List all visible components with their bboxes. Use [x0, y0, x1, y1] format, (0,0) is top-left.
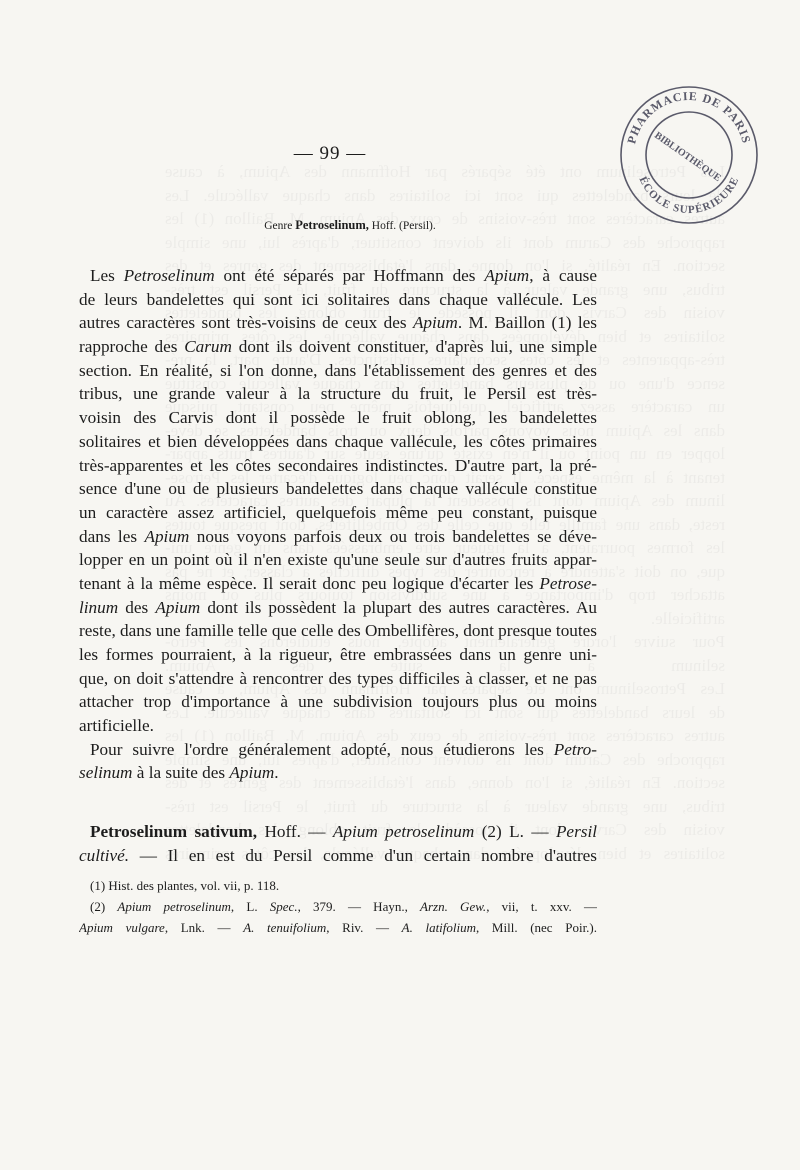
text-line	[79, 430, 597, 454]
text-line	[79, 335, 597, 359]
italic-text: A. latifolium	[401, 920, 477, 935]
text-line	[79, 844, 597, 868]
text-span: que, on doit s'attendre à rencontrer des types difficiles à classer, et ne pas	[79, 668, 597, 688]
text-span: artificielle.	[79, 716, 154, 736]
text-line	[79, 875, 597, 896]
text-span: .	[274, 763, 279, 783]
italic-text: Carum	[184, 337, 232, 357]
italic-text: Apium petroselinum	[117, 899, 231, 914]
text-line	[79, 382, 597, 406]
text-span: Hoff. —	[257, 822, 333, 841]
genus-prefix: Genre	[264, 220, 293, 232]
italic-text: selinum	[79, 763, 133, 783]
text-line	[79, 288, 597, 312]
text-line	[79, 917, 597, 938]
bold-text: Petroselinum sativum,	[90, 822, 258, 841]
italic-text: Apium	[144, 526, 190, 546]
text-line	[79, 359, 597, 383]
text-span: (2) L. —	[474, 822, 556, 841]
text-line	[79, 667, 597, 691]
text-span: voisin des Carvis dont il possède le fruit oblong, les bandelettes	[79, 408, 597, 428]
text-span: nous voyons parfois deux ou trois bandelettes se déve-	[189, 526, 597, 546]
text-span: à la suite des	[132, 763, 230, 783]
text-span: , Mill. (nec Poir.).	[476, 920, 597, 935]
text-line	[79, 406, 597, 430]
text-line	[79, 738, 597, 762]
text-span: attacher trop d'importance à une subdivision toujours plus ou moins	[79, 692, 597, 712]
stamp-bottom-text: ÉCOLE SUPÉRIEURE	[636, 174, 742, 217]
species-paragraph	[79, 820, 597, 867]
text-span: Les	[90, 266, 124, 285]
text-span: , à cause	[529, 266, 597, 285]
text-span: , 379. — Hayn.,	[297, 899, 421, 914]
italic-text: Petro-	[553, 739, 597, 759]
italic-text: Persil	[555, 822, 597, 841]
italic-text: Arzn. Gew.	[420, 899, 487, 914]
italic-text: A. tenuifolium	[243, 920, 327, 935]
italic-text: Apium	[484, 266, 530, 285]
text-span: tenant à la même espèce. Il serait donc peu logique d'écarter les	[79, 573, 540, 593]
text-line	[79, 311, 597, 335]
text-span: très-apparentes et les côtes secondaires indistinctes. D'autre part, la pré-	[79, 455, 597, 475]
italic-text: Apium	[412, 313, 458, 333]
intro-paragraphs	[79, 264, 597, 785]
footnotes	[79, 875, 597, 938]
text-span: dont ils possèdent la plupart des autres caractères. Au	[200, 597, 597, 617]
text-span: de leurs bandelettes qui sont ici solitaires dans chaque vallécule. Les	[79, 289, 597, 309]
text-span: (2)	[90, 899, 118, 914]
text-span: solitaires et bien développées dans chaque vallécule, les côtes primaires	[79, 431, 597, 451]
text-line	[79, 264, 597, 288]
genus-name: Petroselinum,	[295, 218, 369, 232]
text-span: dont ils doivent constituer, d'après lui, une simple	[231, 337, 597, 357]
text-span: , vii, t. xxv. —	[486, 899, 597, 914]
text-span: (1) Hist. des plantes, vol. vii, p. 118.	[90, 878, 280, 893]
text-line	[79, 714, 597, 738]
text-span: reste, dans une famille telle que celle des Ombellifères, dont presque toutes	[79, 621, 597, 641]
text-line	[79, 896, 597, 917]
text-span: lopper en un point où il n'en existe qu'une seule sur d'autres fruits appar-	[79, 550, 597, 570]
text-line	[79, 477, 597, 501]
italic-text: Apium petroselinum	[332, 822, 475, 841]
text-span: , Riv. —	[326, 920, 402, 935]
text-line	[79, 596, 597, 620]
stamp-top-text: PHARMACIE DE PARIS	[624, 88, 754, 146]
text-span: , Lnk. —	[164, 920, 244, 935]
text-span: les formes pourraient, à la rigueur, être embrassées dans un genre uni-	[79, 645, 597, 664]
italic-text: Apium vulgare	[79, 920, 165, 935]
italic-text: Spec.	[269, 899, 298, 914]
genus-suffix: Hoff. (Persil).	[371, 220, 436, 232]
italic-text: cultivé.	[79, 845, 130, 865]
text-span: dans les	[79, 526, 145, 546]
text-line	[79, 501, 597, 525]
text-span: autres caractères sont très-voisins de ceux des	[79, 313, 413, 333]
text-line	[79, 572, 597, 596]
genus-heading	[0, 218, 700, 233]
text-span: ont été séparés par Hoffmann des	[214, 266, 485, 285]
text-span: section. En réalité, si l'on donne, dans l'établissement des genres et des	[79, 360, 597, 380]
italic-text: Apium	[229, 763, 275, 783]
text-span: des	[118, 597, 156, 617]
text-line	[79, 690, 597, 714]
italic-text: Petrose-	[539, 573, 597, 593]
text-line	[79, 454, 597, 478]
text-span: , L.	[230, 899, 270, 914]
text-span: tribus, une grande valeur à la structure du fruit, le Persil est très-	[79, 384, 597, 404]
text-span: Pour suivre l'ordre généralement adopté, nous étudierons les	[90, 739, 554, 759]
stamp-center-text: BIBLIOTHÈQUE	[652, 130, 723, 185]
text-line	[79, 820, 597, 844]
text-span: rapproche des	[79, 337, 185, 357]
text-span: — Il en est du Persil comme d'un certain nombre d'autres	[129, 845, 597, 865]
text-span: sence d'une ou de plusieurs bandelettes dans chaque vallécule constitue	[79, 479, 597, 499]
text-line	[79, 548, 597, 572]
italic-text: linum	[79, 597, 119, 617]
text-line	[79, 761, 597, 785]
text-line	[79, 643, 597, 667]
italic-text: Apium	[155, 597, 201, 617]
italic-text: Petroselinum	[123, 266, 215, 285]
page-number: — 99 —	[293, 143, 367, 164]
text-span: un caractère assez artificiel, quelquefois même peu constant, puisque	[79, 502, 597, 522]
text-line	[79, 619, 597, 643]
text-span: . M. Baillon (1) les	[457, 313, 597, 333]
text-line	[79, 525, 597, 549]
